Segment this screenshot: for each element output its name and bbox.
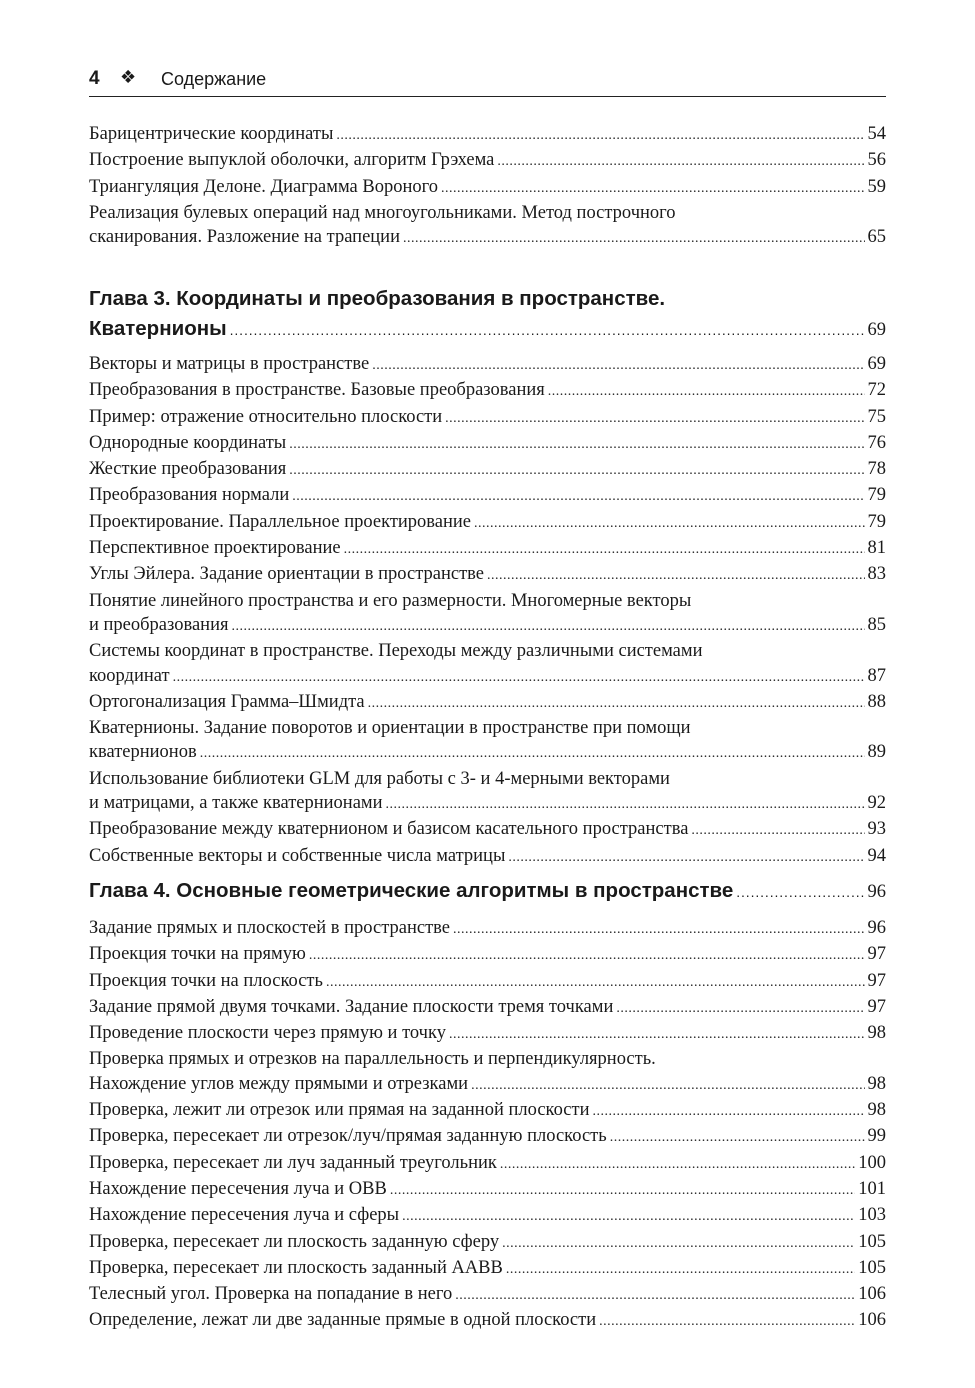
toc-entry-page-number: 98 (867, 1100, 886, 1121)
toc-entry-title: сканирования. Разложение на трапеции (89, 227, 400, 248)
dot-leader (497, 148, 864, 174)
toc-entry (89, 148, 886, 174)
toc-entry (89, 589, 886, 640)
toc-entry (89, 431, 886, 457)
toc-entry-page-number: 81 (867, 538, 886, 559)
toc-entry (89, 378, 886, 404)
toc-chapter-4 (89, 876, 886, 907)
dot-leader (599, 1308, 855, 1334)
toc-entry (89, 1151, 886, 1177)
toc-entry-title: Преобразования нормали (89, 485, 290, 506)
running-title: Содержание (161, 69, 267, 89)
toc-entry-page-number: 88 (867, 691, 886, 712)
toc-entry (89, 942, 886, 968)
dot-leader (230, 314, 865, 345)
toc-entry-page-number: 72 (867, 380, 886, 401)
toc-entry (89, 844, 886, 870)
toc-entry-page-number: 59 (867, 176, 886, 197)
dot-leader (336, 122, 864, 148)
toc-entry-page-number: 87 (867, 665, 886, 686)
toc-entry-title: Ортогонализация Грамма–Шмидта (89, 691, 365, 712)
toc-entry-title: Пример: отражение относительно плоскости (89, 406, 443, 427)
toc-entry-title: Векторы и матрицы в пространстве (89, 354, 370, 374)
toc-entry-page-number: 100 (858, 1152, 886, 1173)
toc-entry-title: кватернионов (89, 742, 197, 763)
toc-entry-title: Преобразования в пространстве. Базовые преобразования (89, 380, 545, 401)
page-number: 4 (89, 68, 100, 89)
dot-leader (593, 1098, 865, 1124)
toc-entry-page-number: 98 (867, 1073, 886, 1094)
toc-entry-page-number: 76 (867, 432, 886, 453)
dot-leader (344, 536, 865, 562)
toc-group-chapter3 (89, 352, 886, 870)
toc-group-chapter2-tail (89, 122, 886, 251)
toc-entry (89, 969, 886, 995)
toc-entry (89, 122, 886, 148)
toc-entry (89, 562, 886, 588)
toc-entry-page-number: 75 (867, 406, 886, 427)
toc-entry-title: Однородные координаты (89, 432, 287, 453)
dot-leader (487, 562, 864, 588)
toc-entry-title: Проведение плоскости через прямую и точку (89, 1023, 446, 1044)
chapter-title-line: Кватернионы (89, 317, 227, 340)
chapter-title-line: Глава 3. Координаты и преобразования в пространстве. (89, 287, 666, 310)
toc-entry-title: Проверка, пересекает ли луч заданный треугольник (89, 1152, 497, 1173)
dot-leader (502, 1230, 855, 1256)
dot-leader (691, 817, 864, 843)
toc-entry-title: Задание прямой двумя точками. Задание плоскости тремя точками (89, 996, 614, 1017)
toc-entry-title: Нахождение пересечения луча и сферы (89, 1205, 400, 1226)
toc-chapter-3 (89, 284, 886, 345)
dot-leader (736, 876, 864, 907)
toc-entry-title: Нахождение углов между прямыми и отрезками (89, 1073, 469, 1094)
toc-entry-page-number: 97 (867, 996, 886, 1017)
toc-entry-page-number: 97 (867, 970, 886, 991)
dot-leader (231, 613, 864, 639)
toc-entry-title-line: Кватернионы. Задание поворотов и ориентации в пространстве при помощи (89, 718, 691, 739)
dot-leader (616, 995, 864, 1021)
ornament-icon: ❖ (120, 67, 137, 87)
toc-entry-title: Проверка, лежит ли отрезок или прямая на заданной плоскости (89, 1100, 590, 1121)
toc-entry (89, 916, 886, 942)
dot-leader (289, 431, 864, 457)
toc-entry-page-number: 69 (867, 354, 886, 374)
toc-entry-title-line: Проверка прямых и отрезков на параллельность и перпендикулярность. (89, 1049, 656, 1070)
toc-entry-title: Преобразование между кватернионом и базисом касательного пространства (89, 819, 689, 840)
dot-leader (548, 378, 865, 404)
toc-entry-title: координат (89, 665, 170, 686)
running-header (89, 66, 886, 97)
toc-entry (89, 405, 886, 431)
toc-entry-title: Проверка, пересекает ли плоскость заданную сферу (89, 1231, 500, 1252)
dot-leader (445, 405, 864, 431)
toc-entry-title: и матрицами, а также кватернионами (89, 793, 383, 814)
toc-entry (89, 352, 886, 378)
chapter-page-number: 69 (867, 320, 886, 340)
chapter-page-number: 96 (867, 882, 886, 902)
toc-entry-page-number: 97 (867, 944, 886, 965)
toc-entry-title: Барицентрические координаты (89, 124, 334, 144)
toc-group-chapter4 (89, 916, 886, 1335)
toc-entry (89, 716, 886, 767)
dot-leader (455, 1282, 855, 1308)
toc-entry-title: Перспективное проектирование (89, 538, 341, 559)
dot-leader (200, 740, 865, 766)
toc-entry (89, 1021, 886, 1047)
toc-entry (89, 1230, 886, 1256)
dot-leader (500, 1151, 855, 1177)
toc-entry-title: Собственные векторы и собственные числа матрицы (89, 845, 506, 866)
dot-leader (474, 510, 864, 536)
toc-entry (89, 510, 886, 536)
toc-entry-title: Проекция точки на прямую (89, 944, 306, 965)
toc-entry-page-number: 105 (858, 1231, 886, 1252)
toc-entry (89, 1098, 886, 1124)
toc-entry-page-number: 65 (867, 227, 886, 248)
dot-leader (368, 690, 865, 716)
toc-entry-page-number: 83 (867, 564, 886, 585)
toc-entry-page-number: 93 (867, 819, 886, 840)
toc-entry-page-number: 85 (867, 614, 886, 635)
toc-entry (89, 690, 886, 716)
toc-entry-title: Построение выпуклой оболочки, алгоритм Грэхема (89, 150, 495, 171)
chapter-heading (89, 284, 886, 345)
toc-entry-title: Нахождение пересечения луча и OBB (89, 1178, 387, 1199)
toc-entry-title-line: Системы координат в пространстве. Переходы между различными системами (89, 641, 703, 662)
dot-leader (289, 457, 864, 483)
toc-entry-page-number: 106 (858, 1284, 886, 1305)
toc-entry-page-number: 99 (867, 1126, 886, 1147)
toc-entry-title: Жесткие преобразования (89, 459, 287, 480)
toc-entry-title: Задание прямых и плоскостей в пространстве (89, 918, 451, 938)
toc-entry-title: Определение, лежат ли две заданные прямые в одной плоскости (89, 1310, 597, 1331)
dot-leader (390, 1177, 855, 1203)
dot-leader (372, 352, 864, 378)
dot-leader (403, 225, 865, 251)
toc-entry (89, 536, 886, 562)
toc-entry-title: Проекция точки на плоскость (89, 970, 323, 991)
dot-leader (402, 1203, 855, 1229)
toc-entry-page-number: 103 (858, 1205, 886, 1226)
toc-entry (89, 995, 886, 1021)
toc-entry-page-number: 92 (867, 793, 886, 814)
toc-entry (89, 1177, 886, 1203)
dot-leader (386, 791, 865, 817)
toc-entry-page-number: 54 (867, 124, 886, 144)
toc-entry-title: Проверка, пересекает ли плоскость заданный AABB (89, 1257, 503, 1278)
toc-entry (89, 201, 886, 252)
toc-entry-page-number: 106 (858, 1310, 886, 1331)
toc-entry-page-number: 98 (867, 1023, 886, 1044)
toc-entry (89, 457, 886, 483)
toc-entry-title: Проверка, пересекает ли отрезок/луч/прямая заданную плоскость (89, 1126, 607, 1147)
toc-entry (89, 483, 886, 509)
toc-entry (89, 1308, 886, 1334)
toc-entry-title-line: Реализация булевых операций над многоугольниками. Метод построчного (89, 202, 676, 223)
dot-leader (292, 483, 864, 509)
toc-entry-title: Триангуляция Делоне. Диаграмма Вороного (89, 176, 438, 197)
toc-entry-page-number: 105 (858, 1257, 886, 1278)
toc-entry-title: Углы Эйлера. Задание ориентации в пространстве (89, 564, 485, 585)
toc-entry (89, 767, 886, 818)
toc-entry (89, 1124, 886, 1150)
dot-leader (453, 916, 864, 942)
dot-leader (610, 1124, 865, 1150)
toc-entry-title-line: Использование библиотеки GLM для работы с 3- и 4-мерными векторами (89, 768, 670, 789)
toc-entry-page-number: 94 (867, 845, 886, 866)
toc-entry-title-line: Понятие линейного пространства и его размерности. Многомерные векторы (89, 590, 692, 611)
dot-leader (309, 942, 865, 968)
toc-entry-page-number: 89 (867, 742, 886, 763)
dot-leader (449, 1021, 865, 1047)
toc-entry-page-number: 101 (858, 1178, 886, 1199)
toc-entry (89, 817, 886, 843)
toc-entry (89, 1282, 886, 1308)
toc-entry (89, 1256, 886, 1282)
dot-leader (173, 664, 865, 690)
toc-entry-title: и преобразования (89, 614, 229, 635)
toc-entry-page-number: 78 (867, 459, 886, 480)
toc-entry (89, 175, 886, 201)
dot-leader (508, 844, 864, 870)
dot-leader (441, 175, 865, 201)
dot-leader (326, 969, 865, 995)
toc-entry-page-number: 79 (867, 485, 886, 506)
toc-entry-title: Телесный угол. Проверка на попадание в него (89, 1284, 453, 1305)
toc-entry-page-number: 96 (867, 918, 886, 938)
toc-entry-title: Проектирование. Параллельное проектирование (89, 511, 472, 532)
toc-entry (89, 1203, 886, 1229)
toc-entry-page-number: 79 (867, 511, 886, 532)
toc-entry-page-number: 56 (867, 150, 886, 171)
toc-entry (89, 1047, 886, 1098)
chapter-heading (89, 876, 886, 907)
dot-leader (506, 1256, 855, 1282)
dot-leader (471, 1072, 864, 1098)
toc-entry (89, 639, 886, 690)
chapter-title-line: Глава 4. Основные геометрические алгоритмы в пространстве (89, 879, 734, 902)
